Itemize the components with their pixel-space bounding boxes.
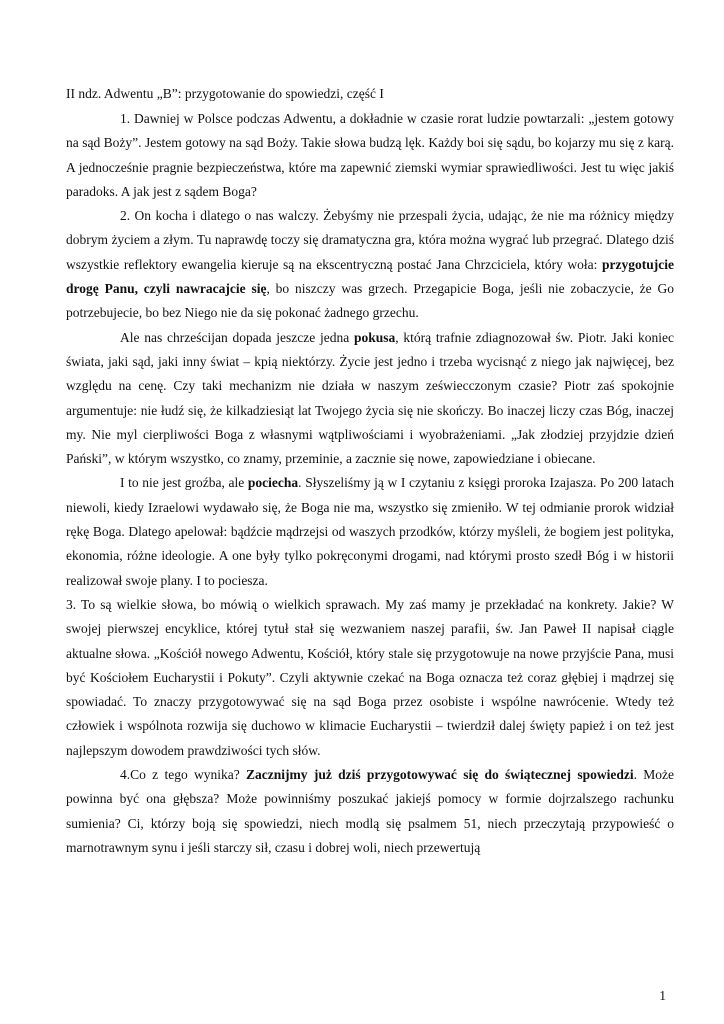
paragraph xyxy=(66,107,674,204)
paragraph xyxy=(66,204,674,325)
text-run: , którą trafnie zdiagnozował św. Piotr. Jaki koniec świata, jaki sąd, jaki inny świat – kpią niektórzy. Życie jest jedno i trzeba wycisnąć z niego jak najwięcej, bez względu na cenę. Czy taki mechanizm nie działa w naszym zeświecczonym czasie? Piotr zaś spokojnie argumentuje: nie łudź się, że kilkadziesiąt lat Twojego życia się nie skończy. Bo inaczej liczy czas Bóg, inaczej my. Nie myl cierpliwości Boga z własnymi wątpliwościami i wyobrażeniami. „Jak złodziej przyjdzie dzień Pański”, w którym wszystko, co znamy, przeminie, a zacznie się nowe, zapowiedziane i obiecane. xyxy=(66,329,674,467)
bold-phrase: Zacznijmy już dziś przygotowywać się do świątecznej spowiedzi xyxy=(246,767,634,783)
bold-phrase: przygotujcie drogę Panu, czyli nawracajcie się xyxy=(66,256,674,297)
text-run: Ale nas chrześcijan dopada jeszcze jedna xyxy=(120,329,354,345)
bold-phrase: pokusa xyxy=(353,329,396,345)
document-body xyxy=(66,107,674,860)
paragraph xyxy=(66,763,674,860)
paragraph xyxy=(66,326,674,472)
text-run: I to nie jest groźba, ale xyxy=(120,475,248,491)
text-run: 4.Co z tego wynika? xyxy=(120,767,247,783)
text-run: . Słyszeliśmy ją w I czytaniu z księgi proroka Izajasza. Po 200 latach niewoli, kiedy Izraelowi wydawało się, że Boga nie ma, wszystko się zmieniło. W tej odmianie prorok widział rękę Boga. Dlatego apelował: bądźcie mądrzejsi od waszych przodków, którzy myśleli, że bogiem jest polityka, ekonomia, różne ideologie. A one były tylko pokręconymi drogami, nad którymi prosto szedł Bóg i w historii realizował swoje plany. I to pociesza. xyxy=(66,475,674,588)
paragraph xyxy=(66,471,674,592)
text-run: 3. To są wielkie słowa, bo mówią o wielkich sprawach. My zaś mamy je przekładać na konkrety. Jakie? W swojej pierwszej encyklice, której tytuł stał się wezwaniem naszej parafii, św. Jan Paweł II napisał ciągle aktualne słowa. „Kościół nowego Adwentu, Kościół, który stale się przygotowuje na nowe przyjście Pana, musi być Kościołem Eucharystii i Pokuty”. Czyli aktywnie czekać na Boga oznacza też coraz głębiej i mądrzej się spowiadać. To znaczy przygotowywać się na sąd Boga przez osobiste i wspólne nawrócenie. Wtedy też człowiek i wspólnota rozwija się duchowo w klimacie Eucharystii – twierdził dalej święty papież i on też jest najlepszym dowodem prawdziwości tych słów. xyxy=(66,596,674,758)
document-title: II ndz. Adwentu „B”: przygotowanie do spowiedzi, część I xyxy=(66,86,384,101)
text-run: , bo niszczy was grzech. Przegapicie Boga, jeśli nie zobaczycie, że Go potrzebujecie, bo bez Niego nie da się pokonać żadnego grzechu. xyxy=(66,281,674,321)
text-run: 1. Dawniej w Polsce podczas Adwentu, a dokładnie w czasie rorat ludzie powtarzali: „jestem gotowy na sąd Boży”. Jestem gotowy na sąd Boży. Takie słowa budzą lęk. Każdy boi się sądu, bo kojarzy mu się z karą. A jednocześnie pragnie bezpieczeństwa, które ma zapewnić ziemski wymiar sprawiedliwości. Jest tu więc jakiś paradoks. A jak jest z sądem Boga? xyxy=(66,111,674,199)
page-number: 1 xyxy=(659,988,666,1003)
paragraph xyxy=(66,593,674,763)
text-run: 2. On kocha i dlatego o nas walczy. Żebyśmy nie przespali życia, udając, że nie ma różnicy między dobrym życiem a złym. Tu naprawdę toczy się dramatyczna gra, która można wygrać lub przegrać. Dlatego dziś wszystkie reflektory ewangelia kieruje są na ekscentryczną postać Jana Chrzciciela, który woła: xyxy=(66,208,674,272)
text-run: . Może powinna być ona głębsza? Może powinniśmy poszukać jakiejś pomocy w formie dojrzalszego rachunku sumienia? Ci, którzy boją się spowiedzi, niech modlą się psalmem 51, niech przeczytają przypowieść o marnotrawnym synu i jeśli starczy sił, czasu i dobrej woli, niech przewertują xyxy=(66,767,674,855)
bold-phrase: pociecha xyxy=(247,475,299,491)
